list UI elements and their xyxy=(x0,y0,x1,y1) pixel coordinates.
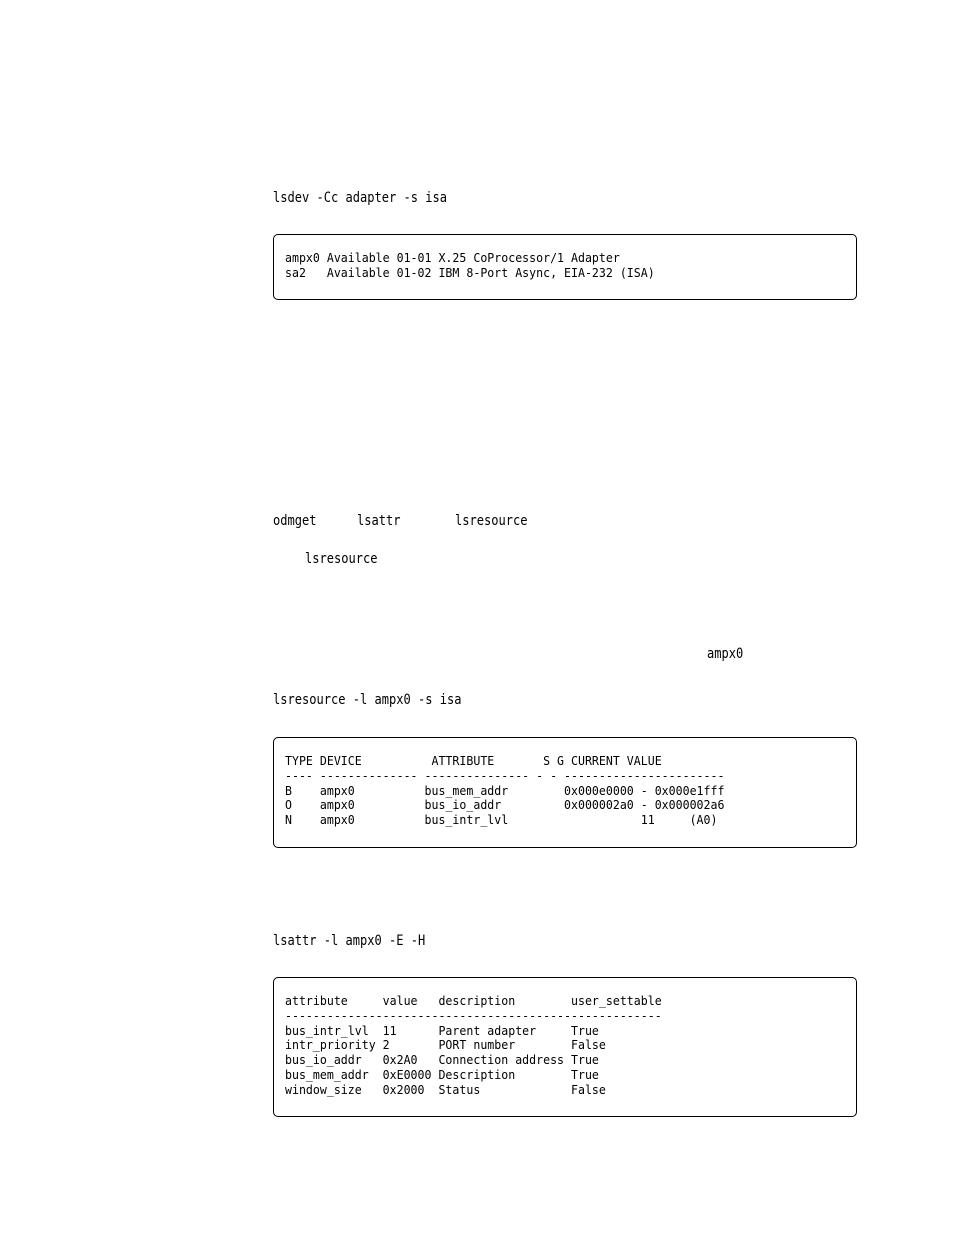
device-name: ampx0 xyxy=(707,646,744,662)
lsresource-word: lsresource xyxy=(305,551,378,567)
lsresource-command: lsresource xyxy=(455,513,528,529)
lsattr-output-text: attribute value description user_settable ------------------------------------------------------ bus_intr_lvl 11 Parent adapter True intr_priority 2 PORT number False bus_io_addr 0x2A0 Connection address True bus_mem_addr 0xE0000 Description True window_size 0x2000 Status False xyxy=(285,993,662,1097)
lsresource-output-text: TYPE DEVICE ATTRIBUTE S G CURRENT VALUE ---- -------------- --------------- - - ----------------------- B ampx0 bus_mem_addr 0x000e0000 - 0x000e1fff O ampx0 bus_io_addr 0x000002a0 - 0x000002a6 N ampx0 bus_intr_lvl 11 (A0) xyxy=(285,753,725,828)
lsdev-output-box xyxy=(273,234,857,300)
lsdev-output-text: ampx0 Available 01-01 X.25 CoProcessor/1 Adapter sa2 Available 01-02 IBM 8-Port Async, EIA-232 (ISA) xyxy=(285,250,655,280)
lsattr-output-box xyxy=(273,977,857,1117)
odmget-command: odmget xyxy=(273,513,317,529)
lsattr-full-command: lsattr -l ampx0 -E -H xyxy=(273,933,426,949)
lsdev-command: lsdev -Cc adapter -s isa xyxy=(273,190,447,206)
lsresource-output-box xyxy=(273,737,857,848)
lsattr-command: lsattr xyxy=(357,513,401,529)
lsresource-full-command: lsresource -l ampx0 -s isa xyxy=(273,692,462,708)
